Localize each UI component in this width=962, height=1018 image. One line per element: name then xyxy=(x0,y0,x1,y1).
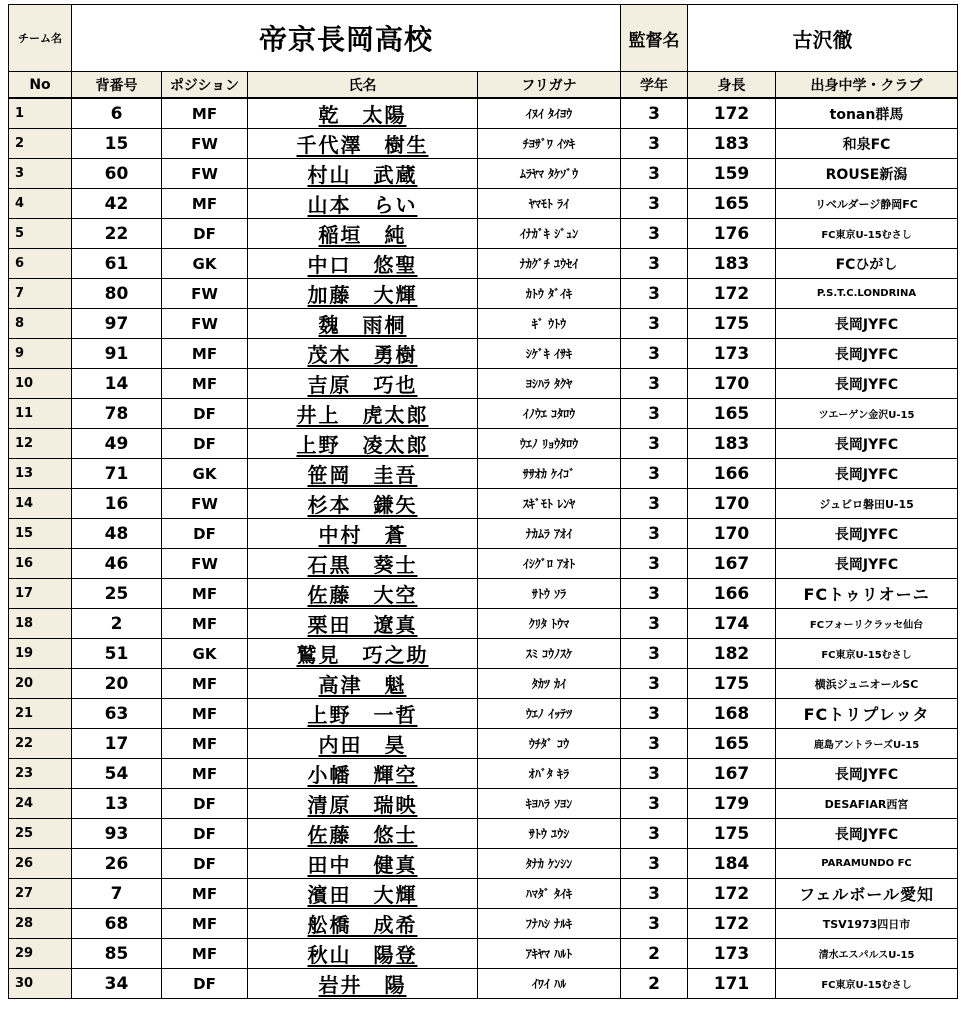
height: 167 xyxy=(688,549,776,579)
player-kana: ｲﾇｲ ﾀｲﾖｳ xyxy=(478,98,621,129)
club: P.S.T.C.LONDRINA xyxy=(776,279,958,309)
grade: 3 xyxy=(621,849,688,879)
shirt-number: 60 xyxy=(72,159,162,189)
table-row xyxy=(9,879,958,909)
player-kana: ｷﾖﾊﾗ ｿﾖﾝ xyxy=(478,789,621,819)
player-name: 田中 健真 xyxy=(248,849,478,879)
coach-name: 古沢徹 xyxy=(688,5,958,72)
shirt-number: 51 xyxy=(72,639,162,669)
grade: 3 xyxy=(621,789,688,819)
grade: 3 xyxy=(621,129,688,159)
shirt-number: 61 xyxy=(72,249,162,279)
position: FW xyxy=(162,489,248,519)
column-header-name: 氏名 xyxy=(248,72,478,99)
grade: 3 xyxy=(621,549,688,579)
row-no: 30 xyxy=(9,969,72,999)
shirt-number: 6 xyxy=(72,98,162,129)
club: FCフォーリクラッセ仙台 xyxy=(776,609,958,639)
roster-table xyxy=(8,4,958,999)
player-name: 乾 太陽 xyxy=(248,98,478,129)
player-kana: ｷﾞ ｳﾄｳ xyxy=(478,309,621,339)
row-no: 29 xyxy=(9,939,72,969)
club: 長岡JYFC xyxy=(776,519,958,549)
shirt-number: 85 xyxy=(72,939,162,969)
grade: 3 xyxy=(621,729,688,759)
player-kana: ﾅｶﾑﾗ ｱｵｲ xyxy=(478,519,621,549)
player-kana: ﾔﾏﾓﾄ ﾗｲ xyxy=(478,189,621,219)
player-name: 笹岡 圭吾 xyxy=(248,459,478,489)
player-name: 茂木 勇樹 xyxy=(248,339,478,369)
table-row xyxy=(9,669,958,699)
position: GK xyxy=(162,459,248,489)
club: DESAFIAR西宮 xyxy=(776,789,958,819)
player-kana: ｱｷﾔﾏ ﾊﾙﾄ xyxy=(478,939,621,969)
row-no: 5 xyxy=(9,219,72,249)
player-kana: ｳｴﾉ ﾘｮｳﾀﾛｳ xyxy=(478,429,621,459)
column-header-number: 背番号 xyxy=(72,72,162,99)
table-row xyxy=(9,759,958,789)
row-no: 2 xyxy=(9,129,72,159)
player-name: 鷲見 巧之助 xyxy=(248,639,478,669)
table-row xyxy=(9,789,958,819)
player-kana: ｳｴﾉ ｲｯﾃﾂ xyxy=(478,699,621,729)
height: 168 xyxy=(688,699,776,729)
club: 長岡JYFC xyxy=(776,759,958,789)
column-header-club: 出身中学・クラブ xyxy=(776,72,958,99)
row-no: 8 xyxy=(9,309,72,339)
height: 165 xyxy=(688,729,776,759)
row-no: 17 xyxy=(9,579,72,609)
column-header-row xyxy=(9,72,958,99)
player-name: 上野 一哲 xyxy=(248,699,478,729)
table-row xyxy=(9,98,958,129)
player-name: 加藤 大輝 xyxy=(248,279,478,309)
club: フェルボール愛知 xyxy=(776,879,958,909)
table-row xyxy=(9,819,958,849)
column-header-position: ポジション xyxy=(162,72,248,99)
row-no: 26 xyxy=(9,849,72,879)
table-row xyxy=(9,189,958,219)
table-row xyxy=(9,429,958,459)
shirt-number: 20 xyxy=(72,669,162,699)
position: MF xyxy=(162,339,248,369)
club: リベルダージ静岡FC xyxy=(776,189,958,219)
height: 170 xyxy=(688,369,776,399)
row-no: 28 xyxy=(9,909,72,939)
player-kana: ﾊﾏﾀﾞ ﾀｲｷ xyxy=(478,879,621,909)
player-name: 内田 昊 xyxy=(248,729,478,759)
position: MF xyxy=(162,909,248,939)
player-name: 清原 瑞映 xyxy=(248,789,478,819)
team-name-caption: チーム名 xyxy=(9,5,72,72)
table-row xyxy=(9,399,958,429)
club: FCトゥリオーニ xyxy=(776,579,958,609)
player-name: 小幡 輝空 xyxy=(248,759,478,789)
club: 長岡JYFC xyxy=(776,549,958,579)
player-name: 舩橋 成希 xyxy=(248,909,478,939)
table-row xyxy=(9,579,958,609)
height: 182 xyxy=(688,639,776,669)
position: MF xyxy=(162,729,248,759)
height: 166 xyxy=(688,459,776,489)
club: FC東京U-15むさし xyxy=(776,639,958,669)
column-header-kana: フリガナ xyxy=(478,72,621,99)
player-name: 村山 武蔵 xyxy=(248,159,478,189)
table-row xyxy=(9,309,958,339)
grade: 3 xyxy=(621,519,688,549)
club: ジュビロ磐田U-15 xyxy=(776,489,958,519)
height: 165 xyxy=(688,189,776,219)
table-row xyxy=(9,699,958,729)
row-no: 13 xyxy=(9,459,72,489)
table-row xyxy=(9,159,958,189)
player-name: 山本 らい xyxy=(248,189,478,219)
height: 172 xyxy=(688,98,776,129)
player-kana: ﾁﾖｻﾞﾜ ｲﾂｷ xyxy=(478,129,621,159)
shirt-number: 25 xyxy=(72,579,162,609)
position: MF xyxy=(162,98,248,129)
height: 172 xyxy=(688,909,776,939)
player-kana: ｲｼｸﾞﾛ ｱｵﾄ xyxy=(478,549,621,579)
club: ツエーゲン金沢U-15 xyxy=(776,399,958,429)
position: DF xyxy=(162,219,248,249)
club: ROUSE新潟 xyxy=(776,159,958,189)
row-no: 4 xyxy=(9,189,72,219)
height: 175 xyxy=(688,669,776,699)
grade: 2 xyxy=(621,969,688,999)
club: 長岡JYFC xyxy=(776,339,958,369)
roster-sheet xyxy=(8,4,957,999)
grade: 3 xyxy=(621,189,688,219)
shirt-number: 15 xyxy=(72,129,162,159)
table-row xyxy=(9,939,958,969)
height: 174 xyxy=(688,609,776,639)
player-name: 稲垣 純 xyxy=(248,219,478,249)
club: FC東京U-15むさし xyxy=(776,969,958,999)
height: 176 xyxy=(688,219,776,249)
grade: 2 xyxy=(621,939,688,969)
player-name: 上野 凌太郎 xyxy=(248,429,478,459)
row-no: 21 xyxy=(9,699,72,729)
height: 183 xyxy=(688,249,776,279)
position: DF xyxy=(162,969,248,999)
club: 鹿島アントラーズU-15 xyxy=(776,729,958,759)
player-name: 魏 雨桐 xyxy=(248,309,478,339)
table-row xyxy=(9,249,958,279)
club: 長岡JYFC xyxy=(776,819,958,849)
grade: 3 xyxy=(621,699,688,729)
team-name: 帝京長岡高校 xyxy=(72,5,621,72)
table-row xyxy=(9,609,958,639)
position: GK xyxy=(162,249,248,279)
row-no: 9 xyxy=(9,339,72,369)
position: MF xyxy=(162,369,248,399)
shirt-number: 13 xyxy=(72,789,162,819)
player-kana: ｵﾊﾞﾀ ｷﾗ xyxy=(478,759,621,789)
row-no: 15 xyxy=(9,519,72,549)
grade: 3 xyxy=(621,219,688,249)
grade: 3 xyxy=(621,489,688,519)
position: DF xyxy=(162,429,248,459)
table-row xyxy=(9,729,958,759)
grade: 3 xyxy=(621,819,688,849)
shirt-number: 49 xyxy=(72,429,162,459)
table-row xyxy=(9,369,958,399)
table-row xyxy=(9,969,958,999)
row-no: 16 xyxy=(9,549,72,579)
player-name: 石黒 葵士 xyxy=(248,549,478,579)
shirt-number: 16 xyxy=(72,489,162,519)
position: FW xyxy=(162,129,248,159)
position: MF xyxy=(162,609,248,639)
player-kana: ｽｷﾞﾓﾄ ﾚﾝﾔ xyxy=(478,489,621,519)
player-kana: ﾑﾗﾔﾏ ﾀｹｿﾞｳ xyxy=(478,159,621,189)
grade: 3 xyxy=(621,909,688,939)
position: DF xyxy=(162,519,248,549)
player-kana: ｸﾘﾀ ﾄｳﾏ xyxy=(478,609,621,639)
column-header-grade: 学年 xyxy=(621,72,688,99)
table-row xyxy=(9,639,958,669)
shirt-number: 54 xyxy=(72,759,162,789)
player-name: 佐藤 悠士 xyxy=(248,819,478,849)
coach-name-caption: 監督名 xyxy=(621,5,688,72)
player-kana: ｲﾉｳｴ ｺﾀﾛｳ xyxy=(478,399,621,429)
column-header-no: No xyxy=(9,72,72,99)
shirt-number: 97 xyxy=(72,309,162,339)
position: MF xyxy=(162,189,248,219)
player-name: 中村 蒼 xyxy=(248,519,478,549)
shirt-number: 78 xyxy=(72,399,162,429)
height: 183 xyxy=(688,429,776,459)
row-no: 3 xyxy=(9,159,72,189)
club: 長岡JYFC xyxy=(776,459,958,489)
column-header-height: 身長 xyxy=(688,72,776,99)
height: 159 xyxy=(688,159,776,189)
player-kana: ﾌﾅﾊｼ ﾅﾙｷ xyxy=(478,909,621,939)
height: 173 xyxy=(688,939,776,969)
shirt-number: 42 xyxy=(72,189,162,219)
row-no: 6 xyxy=(9,249,72,279)
player-kana: ﾀﾅｶ ｹﾝｼﾝ xyxy=(478,849,621,879)
player-kana: ｳﾁﾀﾞ ｺｳ xyxy=(478,729,621,759)
table-row xyxy=(9,519,958,549)
row-no: 10 xyxy=(9,369,72,399)
shirt-number: 91 xyxy=(72,339,162,369)
position: DF xyxy=(162,819,248,849)
player-name: 吉原 巧也 xyxy=(248,369,478,399)
shirt-number: 46 xyxy=(72,549,162,579)
player-name: 濱田 大輝 xyxy=(248,879,478,909)
height: 170 xyxy=(688,519,776,549)
shirt-number: 93 xyxy=(72,819,162,849)
row-no: 7 xyxy=(9,279,72,309)
table-row xyxy=(9,489,958,519)
table-row xyxy=(9,549,958,579)
player-kana: ｻｻｵｶ ｹｲｺﾞ xyxy=(478,459,621,489)
shirt-number: 48 xyxy=(72,519,162,549)
player-kana: ｼｹﾞｷ ｲｻｷ xyxy=(478,339,621,369)
height: 175 xyxy=(688,309,776,339)
player-kana: ｻﾄｳ ﾕｳｼ xyxy=(478,819,621,849)
position: DF xyxy=(162,789,248,819)
club: 和泉FC xyxy=(776,129,958,159)
height: 179 xyxy=(688,789,776,819)
grade: 3 xyxy=(621,579,688,609)
row-no: 18 xyxy=(9,609,72,639)
shirt-number: 68 xyxy=(72,909,162,939)
club: 横浜ジュニオールSC xyxy=(776,669,958,699)
player-kana: ﾖｼﾊﾗ ﾀｸﾔ xyxy=(478,369,621,399)
row-no: 22 xyxy=(9,729,72,759)
club: FCトリプレッタ xyxy=(776,699,958,729)
shirt-number: 22 xyxy=(72,219,162,249)
row-no: 24 xyxy=(9,789,72,819)
row-no: 14 xyxy=(9,489,72,519)
grade: 3 xyxy=(621,429,688,459)
row-no: 19 xyxy=(9,639,72,669)
table-row xyxy=(9,849,958,879)
position: DF xyxy=(162,399,248,429)
shirt-number: 80 xyxy=(72,279,162,309)
grade: 3 xyxy=(621,159,688,189)
grade: 3 xyxy=(621,339,688,369)
player-name: 千代澤 樹生 xyxy=(248,129,478,159)
player-kana: ｻﾄｳ ｿﾗ xyxy=(478,579,621,609)
height: 165 xyxy=(688,399,776,429)
player-kana: ﾀｶﾂ ｶｲ xyxy=(478,669,621,699)
height: 172 xyxy=(688,879,776,909)
position: MF xyxy=(162,759,248,789)
position: FW xyxy=(162,549,248,579)
row-no: 23 xyxy=(9,759,72,789)
position: DF xyxy=(162,849,248,879)
shirt-number: 14 xyxy=(72,369,162,399)
height: 183 xyxy=(688,129,776,159)
height: 172 xyxy=(688,279,776,309)
shirt-number: 71 xyxy=(72,459,162,489)
grade: 3 xyxy=(621,759,688,789)
row-no: 11 xyxy=(9,399,72,429)
player-name: 井上 虎太郎 xyxy=(248,399,478,429)
player-name: 岩井 陽 xyxy=(248,969,478,999)
player-kana: ｲﾅｶﾞｷ ｼﾞｭﾝ xyxy=(478,219,621,249)
table-row xyxy=(9,219,958,249)
shirt-number: 2 xyxy=(72,609,162,639)
club: 清水エスパルスU-15 xyxy=(776,939,958,969)
position: MF xyxy=(162,699,248,729)
player-rows xyxy=(9,98,958,999)
player-name: 佐藤 大空 xyxy=(248,579,478,609)
player-kana: ｲﾜｲ ﾊﾙ xyxy=(478,969,621,999)
table-row xyxy=(9,909,958,939)
row-no: 12 xyxy=(9,429,72,459)
grade: 3 xyxy=(621,459,688,489)
table-row xyxy=(9,459,958,489)
table-row xyxy=(9,339,958,369)
grade: 3 xyxy=(621,879,688,909)
position: FW xyxy=(162,309,248,339)
position: FW xyxy=(162,279,248,309)
grade: 3 xyxy=(621,369,688,399)
shirt-number: 7 xyxy=(72,879,162,909)
grade: 3 xyxy=(621,669,688,699)
height: 175 xyxy=(688,819,776,849)
shirt-number: 17 xyxy=(72,729,162,759)
club: tonan群馬 xyxy=(776,98,958,129)
player-kana: ｶﾄｳ ﾀﾞｲｷ xyxy=(478,279,621,309)
player-name: 高津 魁 xyxy=(248,669,478,699)
shirt-number: 34 xyxy=(72,969,162,999)
position: MF xyxy=(162,579,248,609)
height: 166 xyxy=(688,579,776,609)
player-name: 杉本 鎌矢 xyxy=(248,489,478,519)
row-no: 1 xyxy=(9,98,72,129)
header-row xyxy=(9,5,958,72)
club: 長岡JYFC xyxy=(776,429,958,459)
shirt-number: 63 xyxy=(72,699,162,729)
table-row xyxy=(9,129,958,159)
player-name: 中口 悠聖 xyxy=(248,249,478,279)
row-no: 20 xyxy=(9,669,72,699)
grade: 3 xyxy=(621,639,688,669)
player-name: 栗田 遼真 xyxy=(248,609,478,639)
height: 167 xyxy=(688,759,776,789)
row-no: 27 xyxy=(9,879,72,909)
grade: 3 xyxy=(621,399,688,429)
height: 184 xyxy=(688,849,776,879)
shirt-number: 26 xyxy=(72,849,162,879)
grade: 3 xyxy=(621,279,688,309)
position: MF xyxy=(162,879,248,909)
position: MF xyxy=(162,939,248,969)
height: 171 xyxy=(688,969,776,999)
player-kana: ｽﾐ ｺｳﾉｽｹ xyxy=(478,639,621,669)
height: 170 xyxy=(688,489,776,519)
grade: 3 xyxy=(621,309,688,339)
club: 長岡JYFC xyxy=(776,369,958,399)
player-kana: ﾅｶｸﾞﾁ ﾕｳｾｲ xyxy=(478,249,621,279)
position: FW xyxy=(162,159,248,189)
position: MF xyxy=(162,669,248,699)
player-name: 秋山 陽登 xyxy=(248,939,478,969)
club: FC東京U-15むさし xyxy=(776,219,958,249)
position: GK xyxy=(162,639,248,669)
row-no: 25 xyxy=(9,819,72,849)
grade: 3 xyxy=(621,249,688,279)
club: FCひがし xyxy=(776,249,958,279)
club: TSV1973四日市 xyxy=(776,909,958,939)
club: 長岡JYFC xyxy=(776,309,958,339)
table-row xyxy=(9,279,958,309)
height: 173 xyxy=(688,339,776,369)
club: PARAMUNDO FC xyxy=(776,849,958,879)
grade: 3 xyxy=(621,98,688,129)
grade: 3 xyxy=(621,609,688,639)
